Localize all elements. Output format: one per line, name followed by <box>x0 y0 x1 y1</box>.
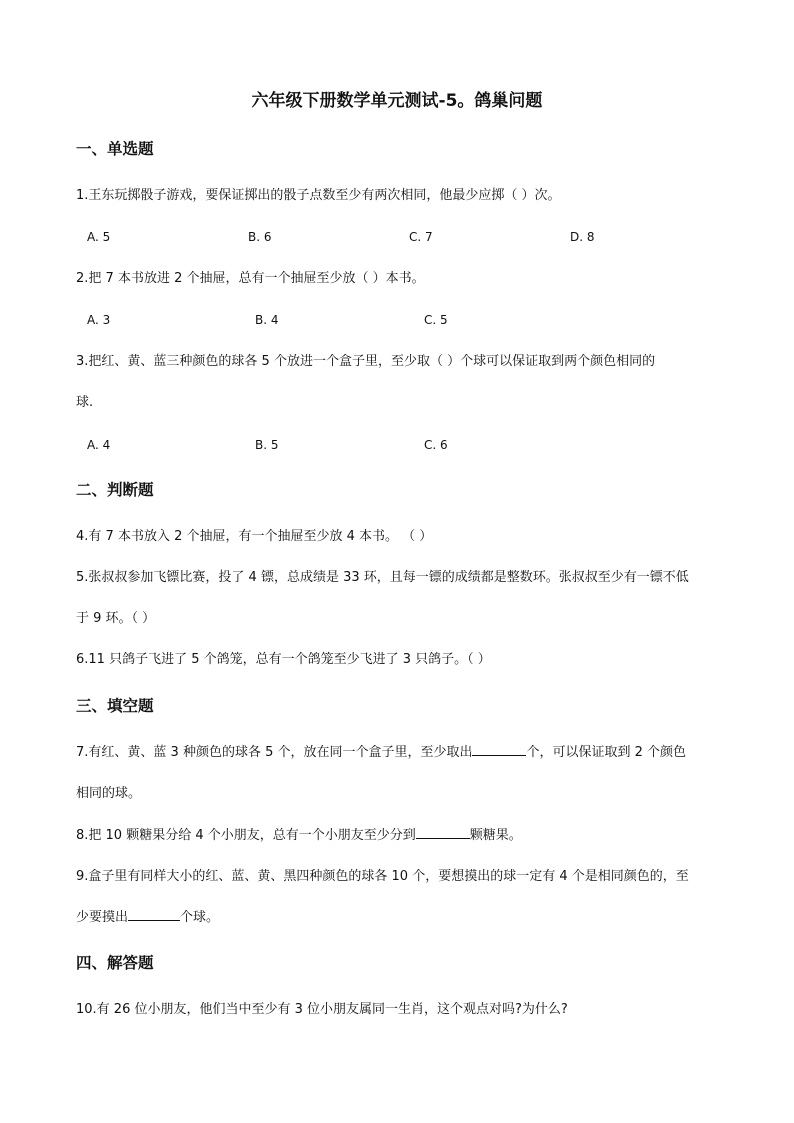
q2-option-a: A. 3 <box>87 313 111 327</box>
question-5-line-2: 于 9 环。（ ） <box>76 611 156 626</box>
question-1: 1.王东玩掷骰子游戏，要保证掷出的骰子点数至少有两次相同，他最少应掷（ ）次。 <box>76 188 561 203</box>
question-9 <box>76 856 726 938</box>
section-heading-solve: 四、解答题 <box>76 954 154 972</box>
section-heading-true-false: 二、判断题 <box>76 481 154 499</box>
section-heading-single-choice: 一、单选题 <box>76 140 154 158</box>
q2-option-c: C. 5 <box>424 313 448 327</box>
question-3-line-2: 球. <box>76 395 94 410</box>
q1-option-d: D. 8 <box>570 230 595 244</box>
question-9-text-b: 个球。 <box>180 910 220 925</box>
page-title: 六年级下册数学单元测试-5。鸽巢问题 <box>251 91 543 111</box>
answer-blank[interactable] <box>472 741 526 756</box>
answer-blank[interactable] <box>416 824 470 839</box>
question-7-line-2: 相同的球。 <box>76 786 142 801</box>
question-9-text-a: 少要摸出 <box>76 910 129 925</box>
section-heading-fill-blank: 三、填空题 <box>76 697 154 715</box>
question-8-text-a: 8.把 10 颗糖果分给 4 个小朋友，总有一个小朋友至少分到 <box>76 828 416 843</box>
question-9-line-1: 9.盒子里有同样大小的红、蓝、黄、黑四种颜色的球各 10 个，要想摸出的球一定有 4 个是相同颜色的，至 <box>76 869 689 884</box>
question-7 <box>76 732 726 814</box>
q2-option-b: B. 4 <box>255 313 279 327</box>
question-9-line-2 <box>76 897 726 938</box>
q3-option-a: A. 4 <box>87 438 111 452</box>
q3-option-c: C. 6 <box>424 438 448 452</box>
q1-option-b: B. 6 <box>248 230 272 244</box>
answer-blank[interactable] <box>128 906 180 921</box>
question-8-text-b: 颗糖果。 <box>469 828 522 843</box>
question-5 <box>76 557 726 639</box>
q3-option-b: B. 5 <box>255 438 279 452</box>
question-8 <box>76 815 726 856</box>
question-7-text-a: 7.有红、黄、蓝 3 种颜色的球各 5 个，放在同一个盒子里，至少取出 <box>76 745 473 760</box>
question-7-line-1 <box>76 732 726 773</box>
question-6: 6.11 只鸽子飞进了 5 个鸽笼，总有一个鸽笼至少飞进了 3 只鸽子。（ ） <box>76 652 491 667</box>
question-5-line-1: 5.张叔叔参加飞镖比赛，投了 4 镖，总成绩是 33 环，且每一镖的成绩都是整数环。张叔叔至少有一镖不低 <box>76 570 689 585</box>
question-2: 2.把 7 本书放进 2 个抽屉，总有一个抽屉至少放（ ）本书。 <box>76 271 425 286</box>
question-10: 10.有 26 位小朋友，他们当中至少有 3 位小朋友属同一生肖，这个观点对吗?为什么? <box>76 1002 568 1017</box>
question-4: 4.有 7 本书放入 2 个抽屉，有一个抽屉至少放 4 本书。 （ ） <box>76 529 433 544</box>
q1-option-c: C. 7 <box>409 230 433 244</box>
question-3 <box>76 341 726 423</box>
question-7-text-b: 个，可以保证取到 2 个颜色 <box>526 745 687 760</box>
q1-option-a: A. 5 <box>87 230 111 244</box>
question-3-line-1: 3.把红、黄、蓝三种颜色的球各 5 个放进一个盒子里，至少取（ ）个球可以保证取到两个颜色相同的 <box>76 354 656 369</box>
